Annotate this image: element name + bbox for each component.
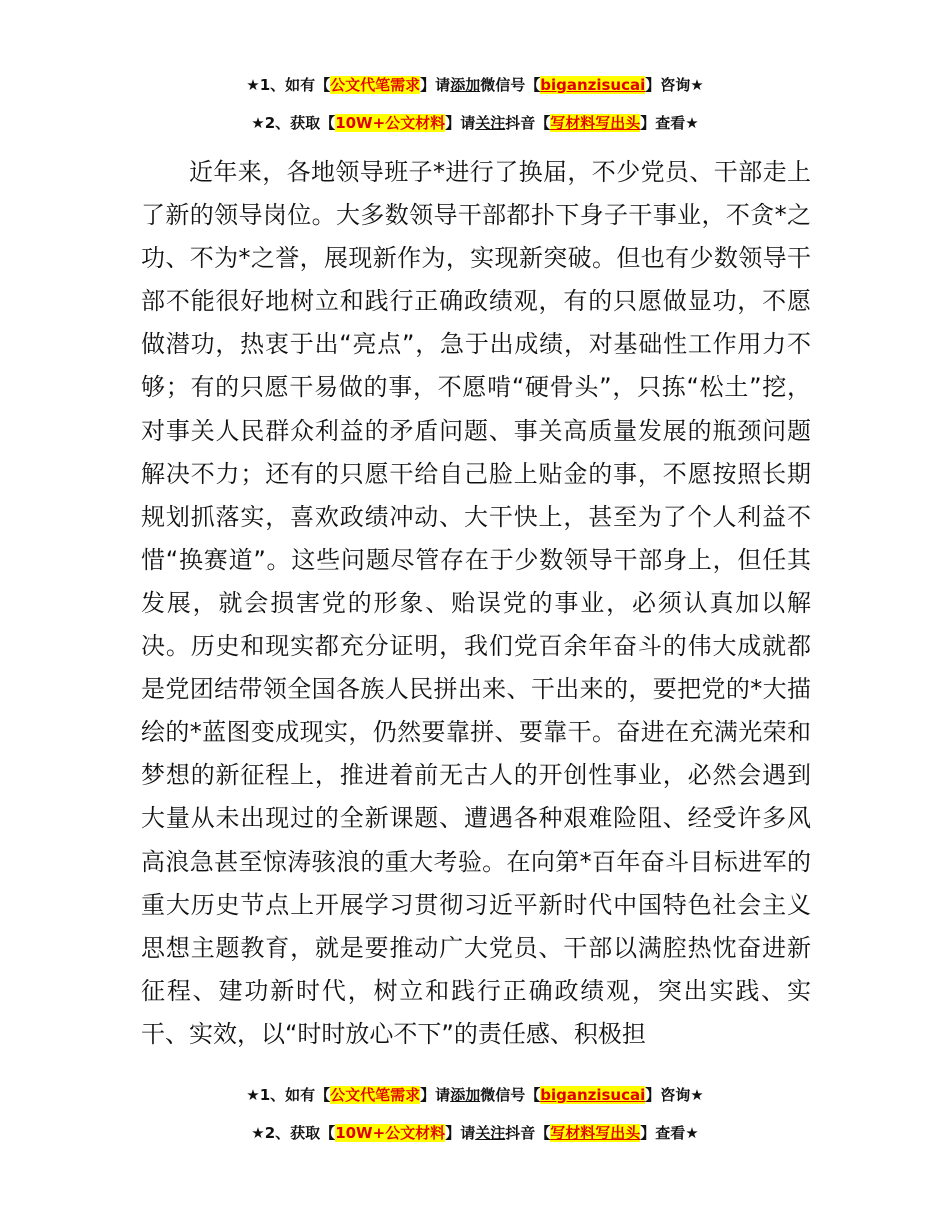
body-paragraph: 近年来，各地领导班子*进行了换届，不少党员、干部走上了新的领导岗位。大多数领导干部都扑下身子干事业，不贪*之功、不为*之誉，展现新作为，实现新突破。但也有少数领导干部不能很好地树立和践行正确政绩观，有的只愿做显功，不愿做潜功，热衷于出“亮点”，急于出成绩，对基础性工作用力不够；有的只愿干易做的事，不愿啃“硬骨头”，只拣“松土”挖，对事关人民群众利益的矛盾问题、事关高质量发展的瓶颈问题解决不力；还有的只愿干给自己脸上贴金的事，不愿按照长期规划抓落实，喜欢政绩冲动、大干快上，甚至为了个人利益不惜“换赛道”。这些问题尽管存在于少数领导干部身上，但任其发展，就会损害党的形象、贻误党的事业，必须认真加以解决。历史和现实都充分证明，我们党百余年奋斗的伟大成就都是党团结带领全国各族人民拼出来、干出来的，要把党的*大描绘的*蓝图变成现实，仍然要靠拼、要靠干。奋进在充满光荣和梦想的新征程上，推进着前无古人的开创性事业，必然会遇到大量从未出现过的全新课题、遭遇各种艰难险阻、经受许多风高浪急甚至惊涛骇浪的重大考验。在向第*百年奋斗目标进军的重大历史节点上开展学习贯彻习近平新时代中国特色社会主义思想主题教育，就是要推动广大党员、干部以满腔热忱奋进新征程、建功新时代，树立和践行正确政绩观，突出实践、实干、实效，以“时时放心不下”的责任感、积极担	[141, 158, 811, 1048]
underlined-text: 关注	[475, 114, 506, 132]
banner-line-2	[0, 1114, 950, 1152]
banner-text: 】请	[445, 1124, 476, 1142]
highlight-text: 10W+公文材料	[335, 1124, 446, 1142]
banner-line-2	[0, 104, 950, 142]
banner-text: 抖音【	[505, 1124, 551, 1142]
banner-text: ★1、如有【	[246, 76, 331, 94]
footer-banner	[0, 1076, 950, 1152]
underlined-text: 关注	[475, 1124, 506, 1142]
douyin-account: 写材料写出头	[550, 114, 641, 132]
banner-text: 】查看★	[640, 114, 699, 132]
header-banner	[0, 66, 950, 142]
banner-line-1	[0, 1076, 950, 1114]
banner-text: 抖音【	[505, 114, 551, 132]
banner-text: 】咨询★	[645, 76, 704, 94]
banner-line-1	[0, 66, 950, 104]
wechat-id: biganzisucai	[540, 76, 646, 94]
banner-text: ★1、如有【	[246, 1086, 331, 1104]
highlight-text: 公文代笔需求	[330, 1086, 421, 1104]
banner-text: 】请	[445, 114, 476, 132]
douyin-account: 写材料写出头	[550, 1124, 641, 1142]
banner-text: 】咨询★	[645, 1086, 704, 1104]
wechat-id: biganzisucai	[540, 1086, 646, 1104]
banner-text: 微信号【	[480, 1086, 541, 1104]
underlined-text: 添加	[450, 76, 481, 94]
highlight-text: 公文代笔需求	[330, 76, 421, 94]
highlight-text: 10W+公文材料	[335, 114, 446, 132]
banner-text: 】请	[420, 76, 451, 94]
banner-text: 】查看★	[640, 1124, 699, 1142]
banner-text: ★2、获取【	[251, 1124, 336, 1142]
banner-text: ★2、获取【	[251, 114, 336, 132]
banner-text: 】请	[420, 1086, 451, 1104]
underlined-text: 添加	[450, 1086, 481, 1104]
banner-text: 微信号【	[480, 76, 541, 94]
